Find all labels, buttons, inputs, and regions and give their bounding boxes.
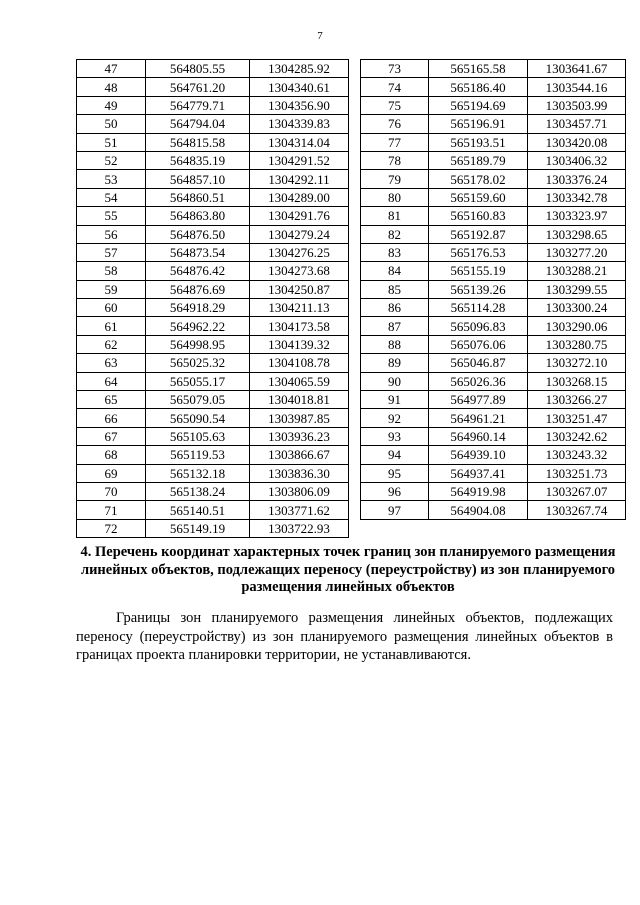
point-number-cell: 48 [77,78,146,96]
coordinate-y-cell: 1303300.24 [528,299,626,317]
coordinate-y-cell: 1304314.04 [250,133,349,151]
table-row [77,427,349,445]
table-row [77,78,349,96]
table-row [77,317,349,335]
point-number-cell: 47 [77,60,146,78]
point-number-cell: 63 [77,354,146,372]
coordinate-x-cell: 565192.87 [429,225,528,243]
coordinate-x-cell: 565025.32 [146,354,250,372]
point-number-cell: 66 [77,409,146,427]
coordinate-x-cell: 564805.55 [146,60,250,78]
coordinate-x-cell: 564939.10 [429,446,528,464]
coordinate-x-cell: 565138.24 [146,482,250,500]
coordinate-x-cell: 565096.83 [429,317,528,335]
point-number-cell: 49 [77,96,146,114]
coordinate-y-cell: 1304279.24 [250,225,349,243]
point-number-cell: 80 [361,188,429,206]
page-number: 7 [317,30,323,42]
point-number-cell: 92 [361,409,429,427]
coordinate-x-cell: 565055.17 [146,372,250,390]
coordinate-x-cell: 565155.19 [429,262,528,280]
point-number-cell: 70 [77,482,146,500]
point-number-cell: 65 [77,391,146,409]
coordinate-y-cell: 1303420.08 [528,133,626,151]
table-row [77,262,349,280]
coordinate-y-cell: 1304292.11 [250,170,349,188]
table-row [77,372,349,390]
coordinate-x-cell: 564876.50 [146,225,250,243]
coordinate-y-cell: 1303268.15 [528,372,626,390]
point-number-cell: 54 [77,188,146,206]
point-number-cell: 83 [361,243,429,261]
coordinate-y-cell: 1303288.21 [528,262,626,280]
point-number-cell: 58 [77,262,146,280]
coordinate-x-cell: 564960.14 [429,427,528,445]
point-number-cell: 93 [361,427,429,445]
coordinate-x-cell: 564962.22 [146,317,250,335]
table-row [361,151,626,169]
point-number-cell: 71 [77,501,146,519]
table-row [361,115,626,133]
coordinate-x-cell: 565178.02 [429,170,528,188]
coordinate-x-cell: 565079.05 [146,391,250,409]
table-row [361,78,626,96]
coordinate-y-cell: 1304018.81 [250,391,349,409]
coordinates-table-right-body [361,60,626,520]
table-row [361,170,626,188]
table-row [77,225,349,243]
table-row [77,60,349,78]
coordinate-x-cell: 564835.19 [146,151,250,169]
coordinate-x-cell: 565194.69 [429,96,528,114]
coordinate-x-cell: 564779.71 [146,96,250,114]
coordinate-x-cell: 565193.51 [429,133,528,151]
coordinate-y-cell: 1303267.74 [528,501,626,519]
point-number-cell: 50 [77,115,146,133]
coordinate-x-cell: 565140.51 [146,501,250,519]
table-row [361,60,626,78]
coordinate-x-cell: 565159.60 [429,188,528,206]
table-row [361,225,626,243]
point-number-cell: 74 [361,78,429,96]
coordinate-y-cell: 1303406.32 [528,151,626,169]
table-row [77,501,349,519]
coordinate-y-cell: 1303503.99 [528,96,626,114]
table-row [77,280,349,298]
table-row [361,501,626,519]
coordinate-x-cell: 565119.53 [146,446,250,464]
table-row [361,96,626,114]
point-number-cell: 90 [361,372,429,390]
point-number-cell: 77 [361,133,429,151]
point-number-cell: 62 [77,335,146,353]
coordinate-y-cell: 1303836.30 [250,464,349,482]
coordinate-x-cell: 564815.58 [146,133,250,151]
table-row [361,409,626,427]
coordinate-y-cell: 1304139.32 [250,335,349,353]
coordinate-y-cell: 1304250.87 [250,280,349,298]
coordinate-y-cell: 1304340.61 [250,78,349,96]
table-row [361,464,626,482]
table-row [361,335,626,353]
point-number-cell: 81 [361,207,429,225]
table-row [77,133,349,151]
point-number-cell: 73 [361,60,429,78]
table-row [77,464,349,482]
coordinate-y-cell: 1303722.93 [250,519,349,537]
table-row [361,133,626,151]
coordinate-x-cell: 564873.54 [146,243,250,261]
table-row [77,409,349,427]
coordinate-y-cell: 1303290.06 [528,317,626,335]
coordinate-y-cell: 1304211.13 [250,299,349,317]
table-row [361,446,626,464]
coordinate-y-cell: 1303342.78 [528,188,626,206]
table-row [361,391,626,409]
table-row [361,262,626,280]
point-number-cell: 76 [361,115,429,133]
point-number-cell: 55 [77,207,146,225]
table-row [77,207,349,225]
point-number-cell: 85 [361,280,429,298]
coordinate-y-cell: 1304291.52 [250,151,349,169]
coordinate-y-cell: 1303641.67 [528,60,626,78]
table-row [77,482,349,500]
table-row [77,170,349,188]
coordinate-x-cell: 565160.83 [429,207,528,225]
coordinates-table-left [76,59,349,538]
coordinates-table-right [360,59,626,520]
table-row [361,243,626,261]
coordinate-y-cell: 1304285.92 [250,60,349,78]
coordinate-y-cell: 1304339.83 [250,115,349,133]
point-number-cell: 87 [361,317,429,335]
table-row [361,354,626,372]
table-row [361,317,626,335]
point-number-cell: 84 [361,262,429,280]
table-row [77,446,349,464]
coordinate-x-cell: 564761.20 [146,78,250,96]
coordinate-y-cell: 1303272.10 [528,354,626,372]
table-row [77,335,349,353]
table-row [77,151,349,169]
point-number-cell: 69 [77,464,146,482]
body-paragraph: Границы зон планируемого размещения линейных объектов, подлежащих переносу (переустройству) из зон планируемого размещения линейных объектов в границах проекта планировки территории, не устанавливаются. [76,610,613,663]
point-number-cell: 79 [361,170,429,188]
point-number-cell: 88 [361,335,429,353]
coordinate-y-cell: 1303299.55 [528,280,626,298]
coordinate-y-cell: 1303457.71 [528,115,626,133]
coordinate-x-cell: 564918.29 [146,299,250,317]
table-row [77,391,349,409]
point-number-cell: 68 [77,446,146,464]
table-row [361,427,626,445]
coordinate-x-cell: 564998.95 [146,335,250,353]
table-row [77,354,349,372]
point-number-cell: 86 [361,299,429,317]
table-row [77,188,349,206]
coordinate-x-cell: 564937.41 [429,464,528,482]
coordinate-x-cell: 564876.42 [146,262,250,280]
point-number-cell: 57 [77,243,146,261]
coordinate-x-cell: 565114.28 [429,299,528,317]
coordinate-x-cell: 565149.19 [146,519,250,537]
coordinate-x-cell: 565189.79 [429,151,528,169]
point-number-cell: 94 [361,446,429,464]
table-row [361,299,626,317]
table-row [361,188,626,206]
table-row [77,243,349,261]
coordinate-y-cell: 1303323.97 [528,207,626,225]
point-number-cell: 72 [77,519,146,537]
coordinate-x-cell: 564857.10 [146,170,250,188]
point-number-cell: 95 [361,464,429,482]
coordinate-x-cell: 565186.40 [429,78,528,96]
table-row [77,299,349,317]
table-row [361,207,626,225]
point-number-cell: 97 [361,501,429,519]
section-heading: 4. Перечень координат характерных точек границ зон планируемого размещения линейных объектов, подлежащих переносу (переустройству) из зон планируемого размещения линейных объектов [80,544,616,596]
point-number-cell: 82 [361,225,429,243]
coordinate-x-cell: 565165.58 [429,60,528,78]
point-number-cell: 67 [77,427,146,445]
coordinate-y-cell: 1303251.73 [528,464,626,482]
coordinate-x-cell: 565026.36 [429,372,528,390]
coordinate-y-cell: 1303298.65 [528,225,626,243]
coordinate-y-cell: 1303277.20 [528,243,626,261]
point-number-cell: 56 [77,225,146,243]
coordinate-x-cell: 564860.51 [146,188,250,206]
coordinate-x-cell: 564863.80 [146,207,250,225]
coordinate-y-cell: 1303936.23 [250,427,349,445]
coordinate-y-cell: 1304276.25 [250,243,349,261]
coordinate-y-cell: 1304273.68 [250,262,349,280]
coordinate-y-cell: 1303866.67 [250,446,349,464]
coordinate-x-cell: 565076.06 [429,335,528,353]
point-number-cell: 75 [361,96,429,114]
coordinate-y-cell: 1303243.32 [528,446,626,464]
coordinate-x-cell: 565090.54 [146,409,250,427]
coordinates-table-left-body [77,60,349,538]
coordinate-y-cell: 1303987.85 [250,409,349,427]
point-number-cell: 78 [361,151,429,169]
coordinate-x-cell: 564919.98 [429,482,528,500]
coordinate-x-cell: 565139.26 [429,280,528,298]
coordinate-y-cell: 1303544.16 [528,78,626,96]
coordinate-y-cell: 1304289.00 [250,188,349,206]
coordinate-y-cell: 1303266.27 [528,391,626,409]
coordinate-x-cell: 565132.18 [146,464,250,482]
coordinate-y-cell: 1303376.24 [528,170,626,188]
table-row [361,280,626,298]
coordinate-y-cell: 1303280.75 [528,335,626,353]
point-number-cell: 60 [77,299,146,317]
table-row [77,519,349,537]
point-number-cell: 52 [77,151,146,169]
table-row [77,96,349,114]
coordinate-x-cell: 565176.53 [429,243,528,261]
point-number-cell: 91 [361,391,429,409]
point-number-cell: 64 [77,372,146,390]
coordinate-y-cell: 1303806.09 [250,482,349,500]
coordinate-y-cell: 1303251.47 [528,409,626,427]
coordinate-x-cell: 564977.89 [429,391,528,409]
coordinate-y-cell: 1304291.76 [250,207,349,225]
point-number-cell: 61 [77,317,146,335]
table-row [361,482,626,500]
coordinate-x-cell: 565196.91 [429,115,528,133]
table-row [77,115,349,133]
coordinate-x-cell: 565105.63 [146,427,250,445]
point-number-cell: 53 [77,170,146,188]
point-number-cell: 59 [77,280,146,298]
point-number-cell: 89 [361,354,429,372]
coordinate-y-cell: 1303771.62 [250,501,349,519]
coordinate-y-cell: 1303242.62 [528,427,626,445]
point-number-cell: 96 [361,482,429,500]
coordinate-x-cell: 564876.69 [146,280,250,298]
coordinate-y-cell: 1304173.58 [250,317,349,335]
coordinate-x-cell: 564904.08 [429,501,528,519]
coordinate-y-cell: 1304356.90 [250,96,349,114]
coordinate-y-cell: 1304065.59 [250,372,349,390]
coordinate-x-cell: 564794.04 [146,115,250,133]
point-number-cell: 51 [77,133,146,151]
table-row [361,372,626,390]
coordinate-x-cell: 564961.21 [429,409,528,427]
coordinate-y-cell: 1303267.07 [528,482,626,500]
coordinate-x-cell: 565046.87 [429,354,528,372]
coordinate-y-cell: 1304108.78 [250,354,349,372]
